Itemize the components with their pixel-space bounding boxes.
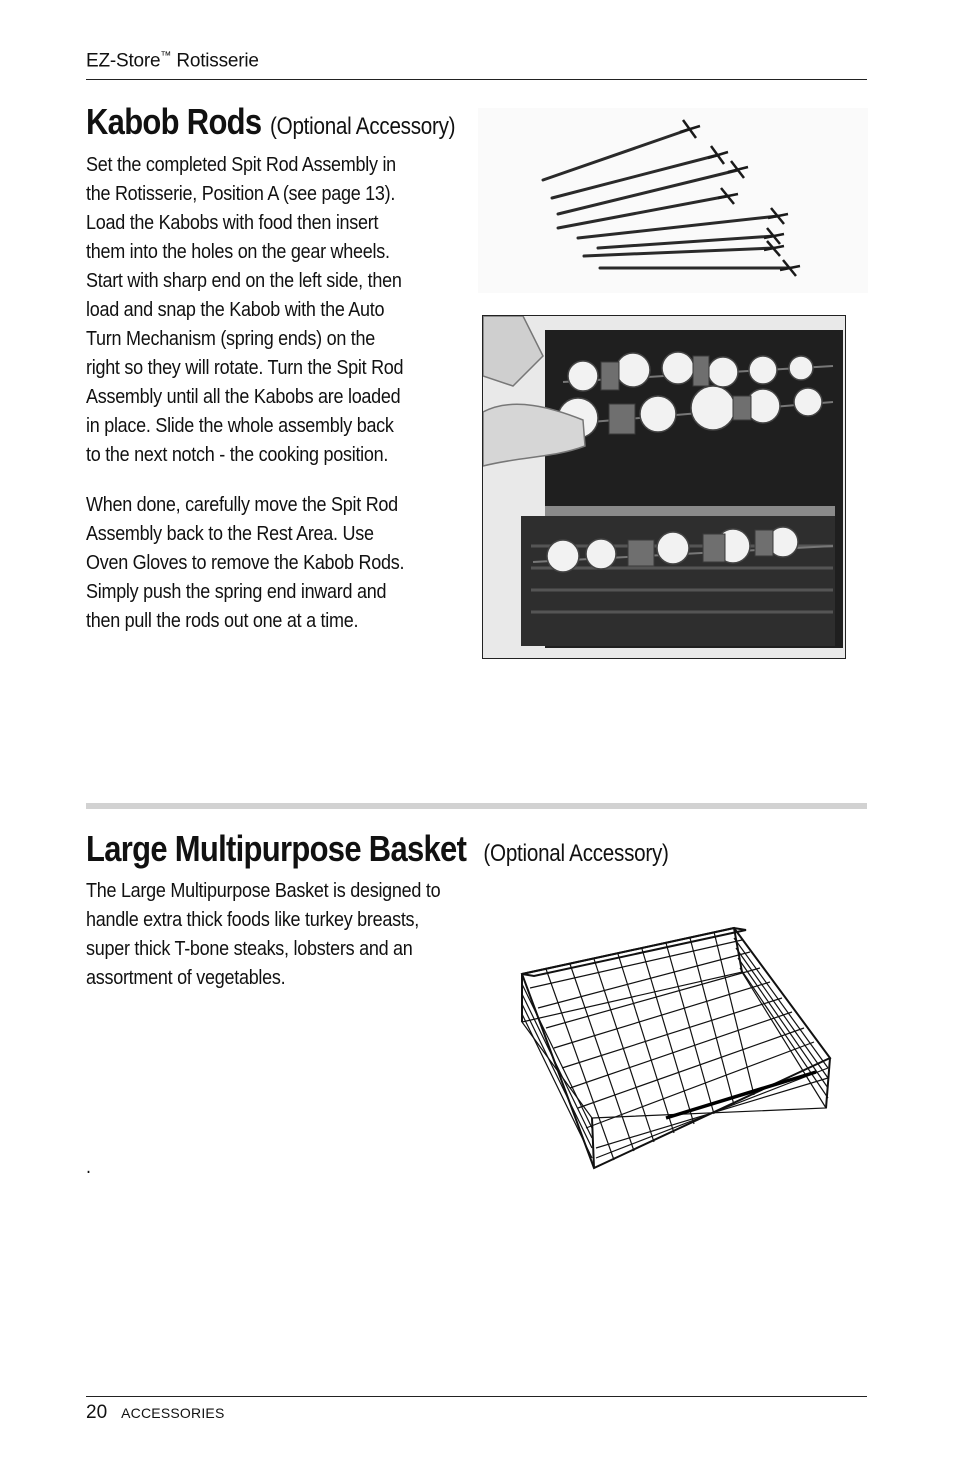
text-line: The Large Multipurpose Basket is designed to <box>86 880 441 902</box>
text-line: load and snap the Kabob with the Auto <box>86 299 385 321</box>
top-rule <box>86 79 867 80</box>
basket-subtitle: (Optional Accessory) <box>483 840 669 867</box>
kabob-photo-drawing <box>483 316 845 658</box>
text-line: Load the Kabobs with food then insert <box>86 212 379 234</box>
page-number: 20 <box>86 1402 108 1423</box>
section-divider <box>86 803 867 809</box>
footer-section-label: ACCESSORIES <box>121 1405 225 1421</box>
text-line: Assembly until all the Kabobs are loaded <box>86 386 401 408</box>
kabob-subtitle: (Optional Accessory) <box>270 113 456 140</box>
bottom-rule <box>86 1396 867 1397</box>
text-line: handle extra thick foods like turkey breasts, <box>86 909 420 931</box>
running-head <box>86 50 259 72</box>
text-line: When done, carefully move the Spit Rod <box>86 494 398 516</box>
running-head-title: EZ-Store <box>86 50 161 72</box>
basket-heading <box>86 828 669 870</box>
text-line: right so they will rotate. Turn the Spit Rod <box>86 357 404 379</box>
text-line: to the next notch - the cooking position. <box>86 444 389 466</box>
text-line: then pull the rods out one at a time. <box>86 610 359 632</box>
basket-paragraph <box>86 877 440 993</box>
running-head-title-rest: Rotisserie <box>171 50 259 72</box>
kabob-heading <box>86 101 455 143</box>
text-line: Assembly back to the Rest Area. Use <box>86 523 374 545</box>
text-line: Start with sharp end on the left side, then <box>86 270 402 292</box>
stray-period: . <box>86 1156 91 1178</box>
basket-title: Large Multipurpose Basket <box>86 828 467 869</box>
basket-illustration <box>516 922 838 1174</box>
text-line: in place. Slide the whole assembly back <box>86 415 394 437</box>
page-footer <box>86 1402 224 1424</box>
kabob-paragraph-1 <box>86 151 403 470</box>
trademark-mark: ™ <box>160 50 172 62</box>
text-line: Set the completed Spit Rod Assembly in <box>86 154 396 176</box>
kabob-paragraph-2 <box>86 491 404 636</box>
text-line: super thick T-bone steaks, lobsters and an <box>86 938 413 960</box>
kabob-rods-illustration <box>478 108 868 293</box>
text-line: the Rotisserie, Position A (see page 13). <box>86 183 396 205</box>
text-line: Oven Gloves to remove the Kabob Rods. <box>86 552 405 574</box>
text-line: assortment of vegetables. <box>86 967 286 989</box>
kabob-title: Kabob Rods <box>86 101 262 142</box>
text-line: Simply push the spring end inward and <box>86 581 387 603</box>
text-line: them into the holes on the gear wheels. <box>86 241 390 263</box>
text-line: Turn Mechanism (spring ends) on the <box>86 328 376 350</box>
kabob-loading-photo <box>482 315 846 659</box>
